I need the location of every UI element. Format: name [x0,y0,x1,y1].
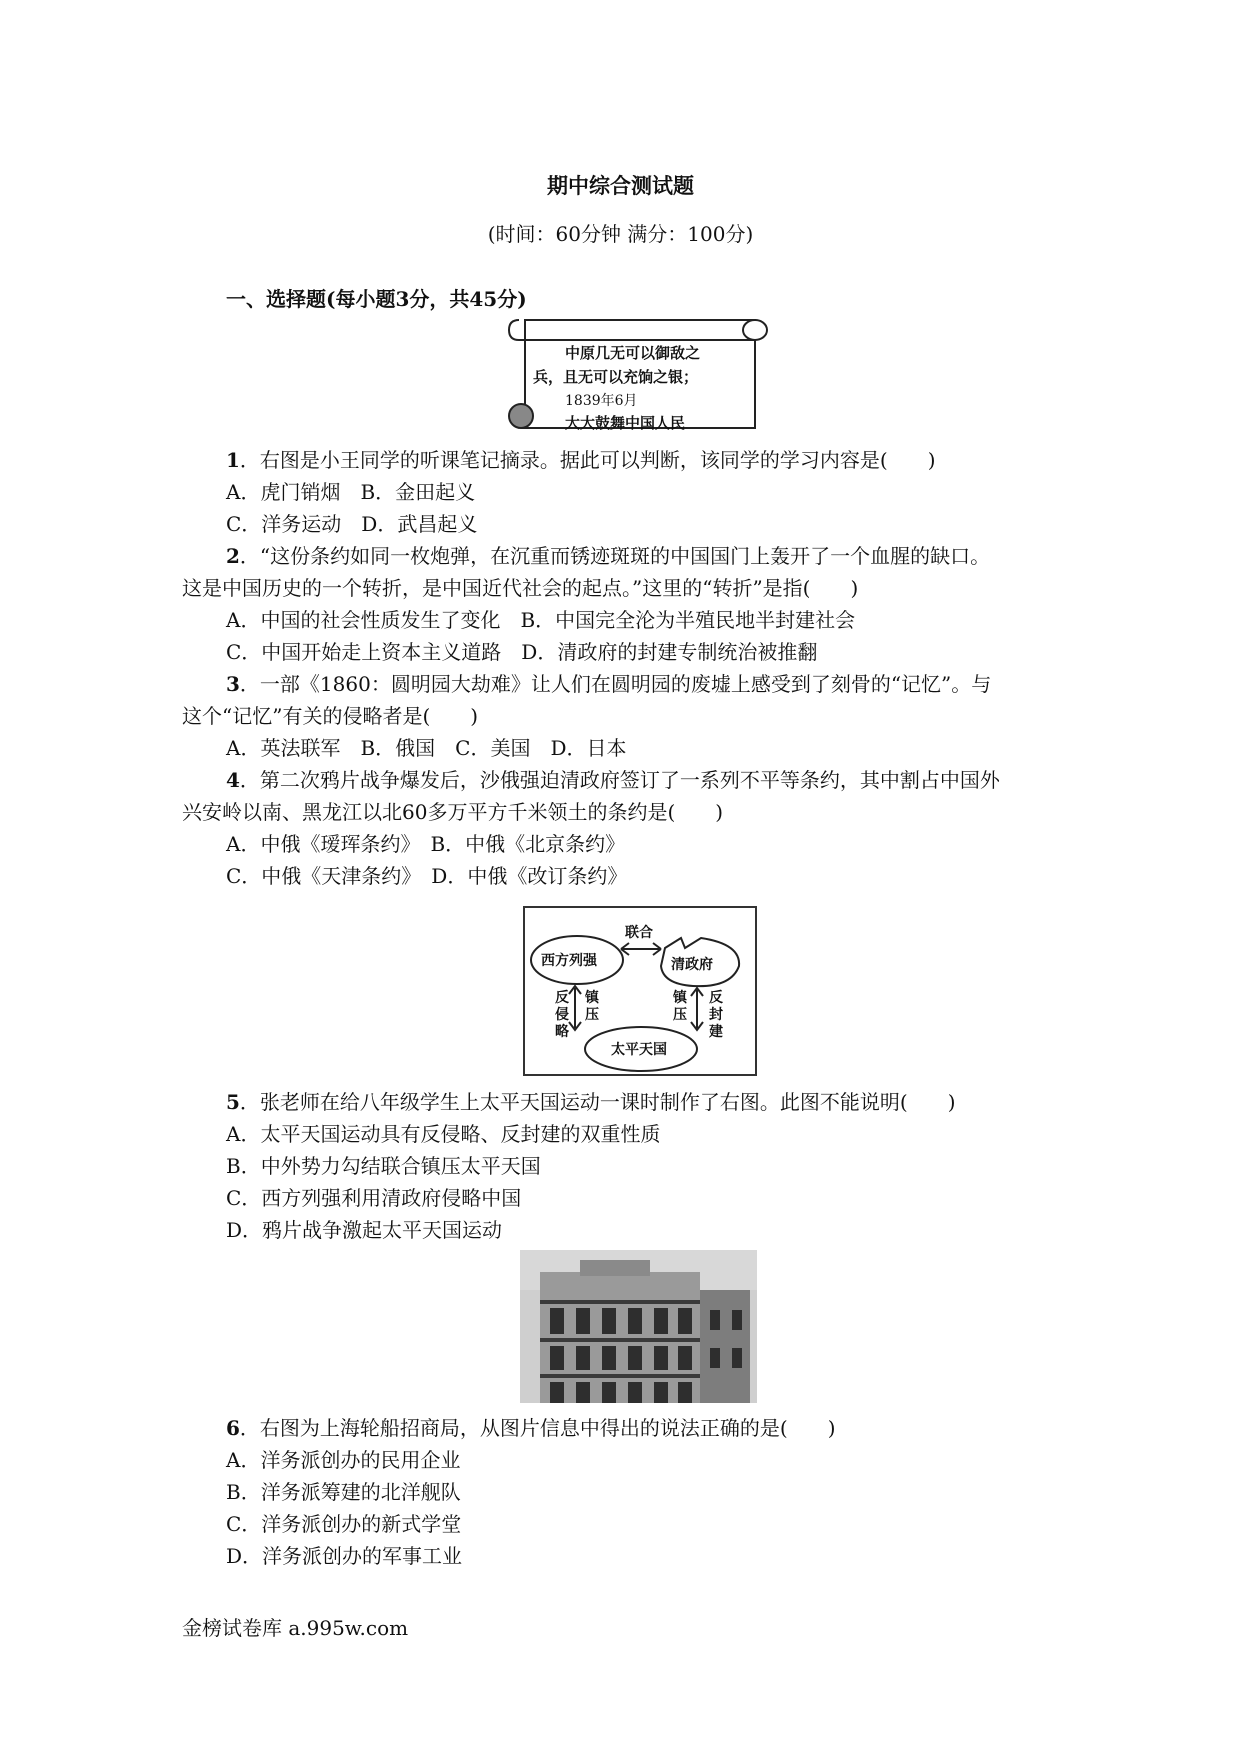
question-6-stem [226,1412,836,1444]
question-2-options-cd: C．中国开始走上资本主义道路 D．清政府的封建专制统治被推翻 [226,640,818,664]
diagram-taiping: 太平天国 [611,1042,667,1058]
diagram-suppress-right-label: 镇压 [673,990,687,1023]
question-6-option-c: C．洋务派创办的新式学堂 [226,1512,462,1536]
question-2-number: 2 [226,544,240,568]
question-5-option-b: B．中外势力勾结联合镇压太平天国 [226,1154,541,1178]
question-5-option-c: C．西方列强利用清政府侵略中国 [226,1186,522,1210]
scroll-line-1: 中原几无可以御敌之 [565,344,701,362]
question-6-option-a: A．洋务派创办的民用企业 [226,1448,461,1472]
question-1-stem [226,444,936,476]
page-title: 期中综合测试题 [547,173,694,198]
question-5-stem [226,1086,956,1118]
question-4-options-ab: A．中俄《瑷珲条约》 B．中俄《北京条约》 [226,832,626,856]
question-6-number: 6 [226,1416,240,1440]
question-4-number: 4 [226,768,240,792]
question-6-option-b: B．洋务派筹建的北洋舰队 [226,1480,461,1504]
question-2-text-line-1: ．“这份条约如同一枚炮弹，在沉重而锈迹斑斑的中国国门上轰开了一个血腥的缺口。 [239,544,991,568]
question-3-options: A．英法联军 B．俄国 C．美国 D．日本 [226,736,627,760]
section-heading: 一、选择题(每小题3分，共45分) [226,287,527,311]
exam-info: (时间：60分钟 满分：100分) [487,222,754,246]
diagram-west-powers: 西方列强 [541,953,597,969]
question-2-stem [226,540,990,572]
scroll-line-4: 大大鼓舞中国人民 [565,414,686,432]
question-5-option-a: A．太平天国运动具有反侵略、反封建的双重性质 [226,1122,661,1146]
question-1-number: 1 [226,448,240,472]
question-3-stem [226,668,991,700]
scroll-line-2: 兵，且无可以充饷之银； [533,368,699,386]
building-photo-drawing [520,1250,757,1403]
question-6-text: ．右图为上海轮船招商局，从图片信息中得出的说法正确的是( ) [239,1416,836,1440]
question-3-text-line-1: ．一部《1860：圆明园大劫难》让人们在圆明园的废墟上感受到了刻骨的“记忆”。与 [239,672,992,696]
question-4-stem [226,764,1000,796]
question-4-text-line-2: 兴安岭以南、黑龙江以北60多万平方千米领土的条约是( ) [182,800,724,824]
question-5-number: 5 [226,1090,240,1114]
footer-watermark: 金榜试卷库 a.995w.com [182,1616,409,1640]
question-2-options-ab: A．中国的社会性质发生了变化 B．中国完全沦为半殖民地半封建社会 [226,608,856,632]
relationship-diagram [523,906,757,1076]
diagram-qing-government: 清政府 [671,957,713,973]
question-1-text: ．右图是小王同学的听课笔记摘录。据此可以判断，该同学的学习内容是( ) [239,448,936,472]
question-3-number: 3 [226,672,240,696]
diagram-anti-feudal-label: 反封建 [709,990,723,1040]
building-photo [520,1250,757,1403]
note-scroll-image [505,312,770,434]
diagram-suppress-left-label: 镇压 [585,990,599,1023]
diagram-anti-aggression-label: 反侵略 [555,990,569,1040]
question-1-options-cd: C．洋务运动 D．武昌起义 [226,512,478,536]
scroll-line-3: 1839年6月 [565,393,638,409]
diagram-union-label: 联合 [625,925,653,941]
question-5-text: ．张老师在给八年级学生上太平天国运动一课时制作了右图。此图不能说明( ) [239,1090,956,1114]
question-4-text-line-1: ．第二次鸦片战争爆发后，沙俄强迫清政府签订了一系列不平等条约，其中割占中国外 [239,768,1000,792]
question-2-text-line-2: 这是中国历史的一个转折，是中国近代社会的起点。”这里的“转折”是指( ) [182,576,859,600]
question-5-option-d: D．鸦片战争激起太平天国运动 [226,1218,503,1242]
question-6-option-d: D．洋务派创办的军事工业 [226,1544,463,1568]
question-3-text-line-2: 这个“记忆”有关的侵略者是( ) [182,704,479,728]
question-1-options-ab: A．虎门销烟 B．金田起义 [226,480,476,504]
question-4-options-cd: C．中俄《天津条约》 D．中俄《改订条约》 [226,864,628,888]
